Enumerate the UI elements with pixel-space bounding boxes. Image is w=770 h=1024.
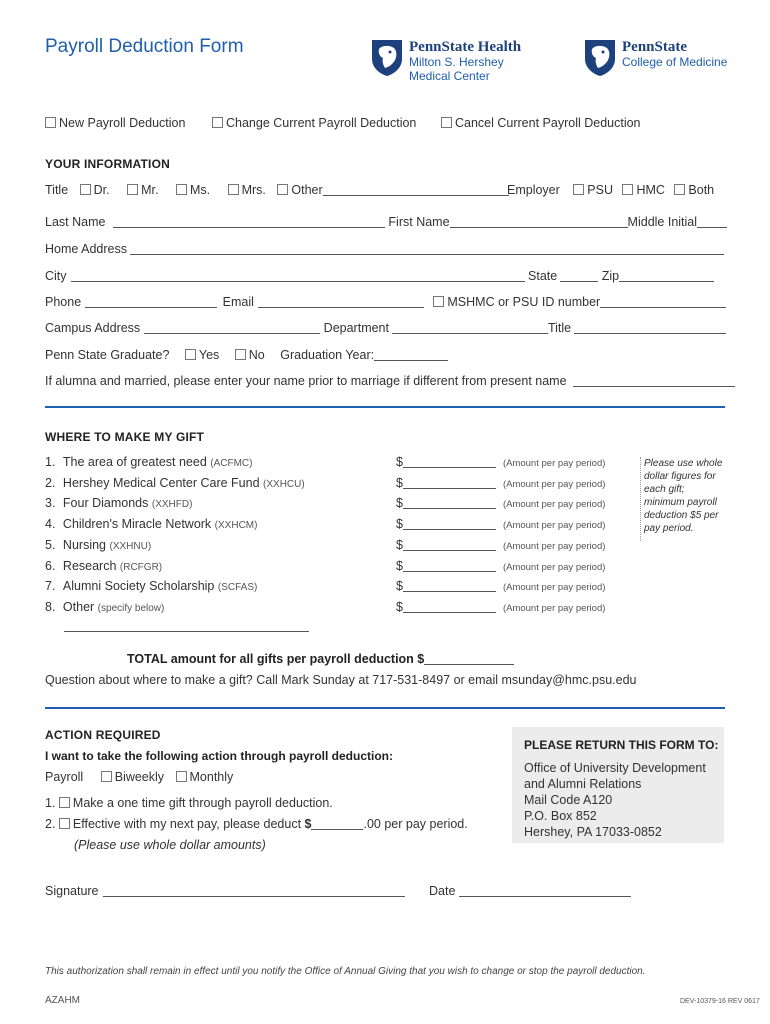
campus-row: Campus Address Department Title [45,321,726,335]
phone-row: Phone Email MSHMC or PSU ID number [45,295,726,309]
title-other[interactable]: Other [277,183,322,197]
payroll-frequency-row: Payroll Biweekly Monthly [45,770,234,784]
gift-item-code: (ACFMC) [210,458,253,469]
gift-item-name: Other [62,599,95,614]
checkbox[interactable] [59,818,70,829]
action-heading: ACTION REQUIRED [45,728,161,742]
gift-item-name: Four Diamonds [62,496,149,511]
gift-amount-row: $ (Amount per pay period) [396,475,606,490]
name-row: Last Name First Name Middle Initial [45,215,727,229]
signature-field[interactable] [103,886,405,897]
title-dr[interactable]: Dr. [80,183,110,197]
title-mrs[interactable]: Mrs. [228,183,266,197]
gift-amount-row: $ (Amount per pay period) [396,537,606,552]
city-row: City State Zip [45,269,714,283]
gift-amount-field[interactable] [403,478,496,489]
return-heading: PLEASE RETURN THIS FORM TO: [524,738,719,752]
gift-item-code: (SCFAS) [217,582,258,594]
graduate-row: Penn State Graduate? Yes No Graduation Year: [45,348,448,362]
action-subheading: I want to take the following action through payroll deduction: [45,749,393,763]
gift-amount-field[interactable] [403,540,496,551]
first-name-field[interactable] [450,217,628,228]
gift-item-code: (RCFGR) [119,561,163,573]
employer-hmc[interactable]: HMC [622,183,664,197]
gift-amount-field[interactable] [403,561,496,572]
gift-amount-field[interactable] [403,602,496,613]
gift-note: Please use whole dollar figures for each gift; minimum payroll deduction $5 per pay period. [644,458,723,534]
gift-item: 6. Research (RCFGR) [45,558,163,573]
option-new[interactable]: New Payroll Deduction [45,116,185,130]
other-specify-field[interactable] [64,631,309,632]
campus-address-field[interactable] [144,323,320,334]
your-info-heading: YOUR INFORMATION [45,157,170,171]
total-amount-field[interactable] [424,654,514,665]
date-row: Date [429,884,631,898]
graduation-year-field[interactable] [374,350,448,361]
gift-amount-field[interactable] [403,581,496,592]
other-title-field[interactable] [323,185,509,196]
gift-item-code: (XXHFD) [151,499,193,511]
employer-row: Employer PSU HMC Both [507,183,715,197]
penn-state-college-logo [584,39,727,77]
employer-both[interactable]: Both [674,183,714,197]
gift-heading: WHERE TO MAKE MY GIFT [45,430,205,444]
gift-item: 2. Hershey Medical Center Care Fund (XXHCU) [45,475,305,490]
checkbox[interactable] [59,797,70,808]
checkbox[interactable] [212,117,223,128]
job-title-field[interactable] [574,323,726,334]
zip-field[interactable] [619,271,714,282]
gift-amount-field[interactable] [403,519,496,530]
gift-item-code: (XXHNU) [109,540,152,552]
gift-question: Question about where to make a gift? Call Mark Sunday at 717-531-8497 or email msunday@hmc.psu.edu [45,673,637,687]
gift-item-name: Hershey Medical Center Care Fund [62,475,260,490]
gift-item-name: Children's Miracle Network [62,517,212,532]
home-address-row: Home Address [45,242,724,256]
middle-initial-field[interactable] [697,217,727,228]
penn-state-health-logo [371,39,521,84]
gift-item: 3. Four Diamonds (XXHFD) [45,496,193,511]
checkbox[interactable] [441,117,452,128]
logo-name: PennState Health [409,39,522,55]
logo-name: PennState [622,39,687,55]
gift-amount-row: $ (Amount per pay period) [396,517,606,532]
footer-code: AZAHM [45,995,80,1006]
title-mr[interactable]: Mr. [127,183,158,197]
gift-amount-row: $ (Amount per pay period) [396,579,606,594]
gift-item: 5. Nursing (XXHNU) [45,537,152,552]
title-row: Title Dr. Mr. Ms. Mrs. Other [45,183,509,197]
id-number-option[interactable]: MSHMC or PSU ID number [433,295,600,309]
graduate-no[interactable]: No [235,348,265,362]
maiden-name-field[interactable] [573,376,735,387]
phone-field[interactable] [85,297,217,308]
gift-amount-row: $ (Amount per pay period) [396,496,606,511]
gift-item-name: Alumni Society Scholarship [62,579,215,594]
frequency-biweekly[interactable]: Biweekly [101,770,164,784]
checkbox[interactable] [45,117,56,128]
nittany-lion-shield-icon [371,39,403,77]
signature-row: Signature [45,884,405,898]
gift-amount-field[interactable] [403,457,496,468]
email-field[interactable] [258,297,424,308]
id-number-field[interactable] [600,297,726,308]
section-divider [45,406,725,408]
gift-item-name: Nursing [62,537,106,552]
gift-note-box [640,457,728,541]
gift-item: 8. Other (specify below) [45,599,165,614]
recurring-row[interactable]: 2. Effective with my next pay, please deduct $ .00 per pay period. [45,817,468,831]
department-field[interactable] [392,323,548,334]
gift-item-code: (specify below) [97,602,165,614]
state-field[interactable] [560,271,598,282]
gift-item-code: (XXHCU) [263,478,305,490]
section-divider [45,707,725,709]
title-ms[interactable]: Ms. [176,183,210,197]
frequency-monthly[interactable]: Monthly [176,770,234,784]
gift-amount-field[interactable] [403,498,496,509]
footer-revision: DEV-10379-16 REV 0617 [680,998,760,1005]
date-field[interactable] [459,886,631,897]
logo-sub-1: Milton S. Hershey [409,55,504,70]
logo-sub-2: Medical Center [409,69,490,84]
gift-item-name: The area of greatest need [62,455,207,469]
gift-item-code: (XXHCM) [214,520,258,532]
one-time-row[interactable]: 1. Make a one time gift through payroll deduction. [45,796,333,810]
gift-amount-row: $ (Amount per pay period) [396,455,606,469]
gift-item: 7. Alumni Society Scholarship (SCFAS) [45,579,258,594]
gift-item-name: Research [62,558,117,573]
recurring-amount-field[interactable] [311,819,363,830]
option-change[interactable]: Change Current Payroll Deduction [212,116,416,130]
whole-dollar-note: (Please use whole dollar amounts) [74,838,266,852]
total-row: TOTAL amount for all gifts per payroll deduction $ [127,652,514,666]
alumna-row: If alumna and married, please enter your name prior to marriage if different from present name [45,374,735,388]
gift-amount-row: $ (Amount per pay period) [396,599,606,614]
employer-psu[interactable]: PSU [573,183,613,197]
logo-sub-1: College of Medicine [622,55,728,70]
gift-item: 4. Children's Miracle Network (XXHCM) [45,517,258,532]
return-address: Office of University Development and Alumni Relations Mail Code A120 P.O. Box 852 Hershey, PA 17033-0852 [524,761,706,839]
city-field[interactable] [71,271,525,282]
graduate-yes[interactable]: Yes [185,348,219,362]
gift-item: 1. The area of greatest need (ACFMC) [45,455,253,469]
home-address-field[interactable] [130,244,724,255]
option-cancel[interactable]: Cancel Current Payroll Deduction [441,116,641,130]
gift-amount-row: $ (Amount per pay period) [396,558,606,573]
return-address-box [512,727,724,843]
form-title: Payroll Deduction Form [45,36,244,57]
last-name-field[interactable] [113,217,385,228]
nittany-lion-shield-icon [584,39,616,77]
footer-note: This authorization shall remain in effect until you notify the Office of Annual Giving that you wish to change or stop the payroll deduction. [45,966,646,977]
